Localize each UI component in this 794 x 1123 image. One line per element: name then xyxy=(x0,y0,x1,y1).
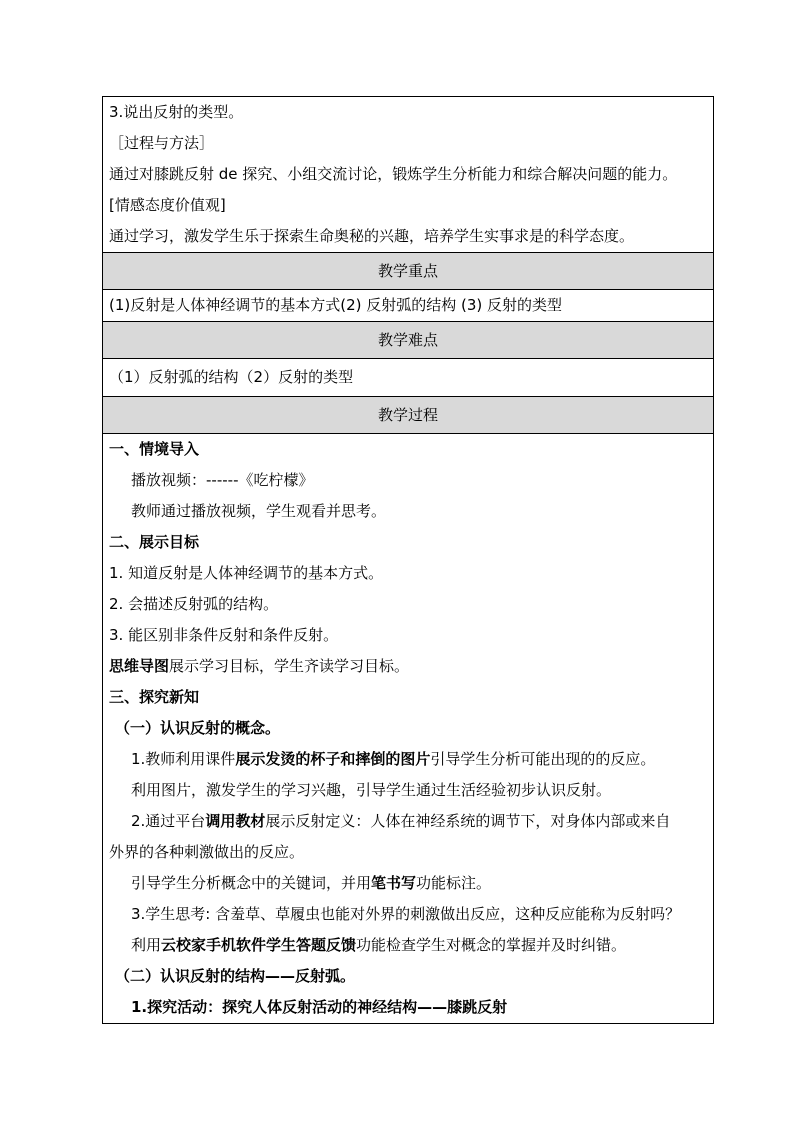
mind-map-line: 思维导图展示学习目标，学生齐读学习目标。 xyxy=(109,657,410,675)
subsection-2-title: （二）认识反射的结构——反射弧。 xyxy=(115,967,356,985)
difficulties-text: （1）反射弧的结构（2）反射的类型 xyxy=(109,368,354,386)
key-points-text: (1)反射是人体神经调节的基本方式(2) 反射弧的结构 (3) 反射的类型 xyxy=(109,296,563,314)
emotion-title: [情感态度价值观] xyxy=(109,196,226,214)
para-2: 利用图片，激发学生的学习兴趣，引导学生通过生活经验初步认识反射。 xyxy=(131,781,612,799)
para-3-cont: 外界的各种刺激做出的反应。 xyxy=(109,843,305,861)
key-points-header: 教学重点 xyxy=(103,253,713,290)
process-section xyxy=(103,434,713,1023)
section-1-line-1: 播放视频：------《吃柠檬》 xyxy=(131,471,314,489)
para-3: 2.通过平台调用教材展示反射定义：人体在神经系统的调节下，对身体内部或来自 xyxy=(131,812,671,830)
para-4: 引导学生分析概念中的关键词，并用笔书写功能标注。 xyxy=(131,874,492,892)
difficulties-section xyxy=(103,359,713,397)
goal-3: 3. 能区别非条件反射和条件反射。 xyxy=(109,626,339,644)
process-method-text: 通过对膝跳反射 de 探究、小组交流讨论，锻炼学生分析能力和综合解决问题的能力。 xyxy=(109,165,678,183)
para-6: 利用云校家手机软件学生答题反馈功能检查学生对概念的掌握并及时纠错。 xyxy=(131,936,627,954)
para-1: 1.教师利用课件展示发烫的杯子和摔倒的图片引导学生分析可能出现的的反应。 xyxy=(131,750,656,768)
difficulties-header: 教学难点 xyxy=(103,322,713,359)
emotion-text: 通过学习，激发学生乐于探索生命奥秘的兴趣，培养学生实事求是的科学态度。 xyxy=(109,227,635,245)
subsection-1-title: （一）认识反射的概念。 xyxy=(115,719,281,737)
section-1-line-2: 教师通过播放视频，学生观看并思考。 xyxy=(131,502,387,520)
section-1-title: 一、情境导入 xyxy=(109,440,200,458)
process-header: 教学过程 xyxy=(103,397,713,434)
key-points-section xyxy=(103,290,713,322)
objectives-section xyxy=(103,97,713,253)
section-2-title: 二、展示目标 xyxy=(109,533,200,551)
lesson-plan-table xyxy=(102,96,714,1024)
goal-2: 2. 会描述反射弧的结构。 xyxy=(109,595,279,613)
activity-1: 1.探究活动：探究人体反射活动的神经结构——膝跳反射 xyxy=(131,998,508,1016)
para-5: 3.学生思考: 含羞草、草履虫也能对外界的刺激做出反应，这种反应能称为反射吗？ xyxy=(131,905,681,923)
process-method-title: ［过程与方法］ xyxy=(109,134,215,152)
objective-line: 3.说出反射的类型。 xyxy=(109,103,244,121)
goal-1: 1. 知道反射是人体神经调节的基本方式。 xyxy=(109,564,384,582)
section-3-title: 三、探究新知 xyxy=(109,688,200,706)
